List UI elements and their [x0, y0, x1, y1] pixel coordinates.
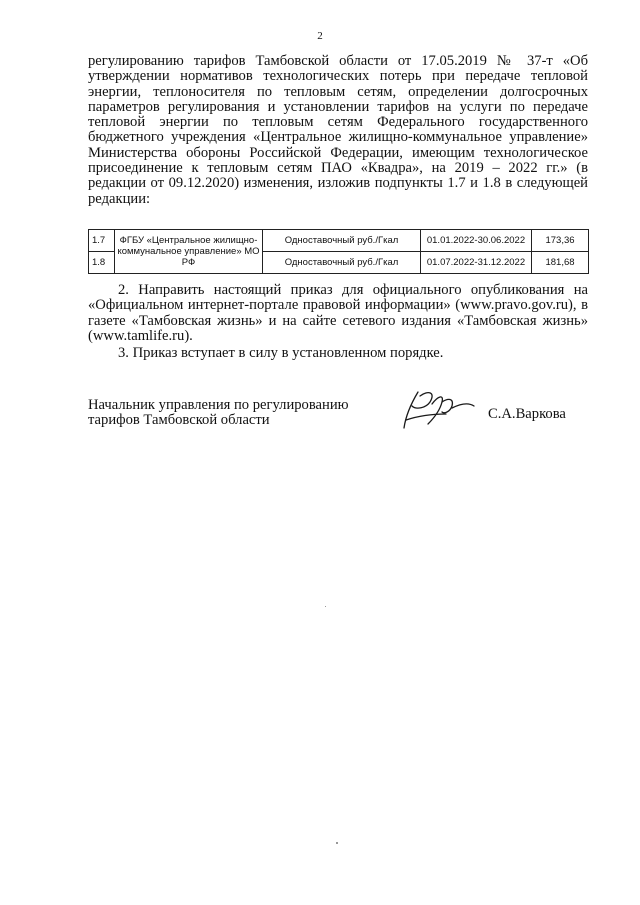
handwritten-signature: [398, 384, 484, 434]
scan-speck: [325, 606, 326, 607]
organization-cell: ФГБУ «Центральное жилищно-коммунальное управление» МО РФ: [115, 230, 263, 274]
scan-speck: [336, 842, 338, 844]
paragraph-publication: 2. Направить настоящий приказ для официального опубликования на «Официальном интернет-портале правовой информации» (www.pravo.gov.ru), в газете «Тамбовская жизнь» и на сайте сетевого издания «Тамбовская жизнь» (www.tamlife.ru).: [88, 282, 588, 344]
table-row: [89, 230, 589, 252]
period-cell: 01.07.2022-31.12.2022: [421, 252, 532, 274]
signer-position: [88, 398, 388, 428]
tariff-type-cell: Одноставочный руб./Гкал: [263, 230, 421, 252]
tariff-value-cell: 173,36: [532, 230, 589, 252]
tariff-table: [88, 229, 589, 274]
signer-position-line: Начальник управления по регулированию: [88, 397, 349, 413]
page-number: 2: [317, 30, 323, 42]
signer-name: С.А.Варкова: [488, 406, 566, 422]
paragraph-effective: 3. Приказ вступает в силу в установленном порядке.: [118, 345, 444, 361]
tariff-value-cell: 181,68: [532, 252, 589, 274]
period-cell: 01.01.2022-30.06.2022: [421, 230, 532, 252]
row-number: 1.7: [89, 230, 115, 252]
signer-position-line: тарифов Тамбовской области: [88, 412, 270, 428]
paragraph-amendment-intro: регулированию тарифов Тамбовской области от 17.05.2019 № 37-т «Об утверждении нормативов технологических потерь при передаче тепловой энергии, теплоносителя по тепловым сетям, определении долгосрочных параметров регулирования и установлении тарифов на услуги по передаче тепловой энергии по тепловым сетям Федерального государственного бюджетного учреждения «Центральное жилищно-коммунальное управление» Министерства обороны Российской Федерации, имеющим технологическое присоединение к тепловым сетям ПАО «Квадра», на 2019 – 2022 гг.» (в редакции от 09.12.2020) изменения, изложив подпункты 1.7 и 1.8 в следующей редакции:: [88, 53, 588, 207]
row-number: 1.8: [89, 252, 115, 274]
tariff-type-cell: Одноставочный руб./Гкал: [263, 252, 421, 274]
